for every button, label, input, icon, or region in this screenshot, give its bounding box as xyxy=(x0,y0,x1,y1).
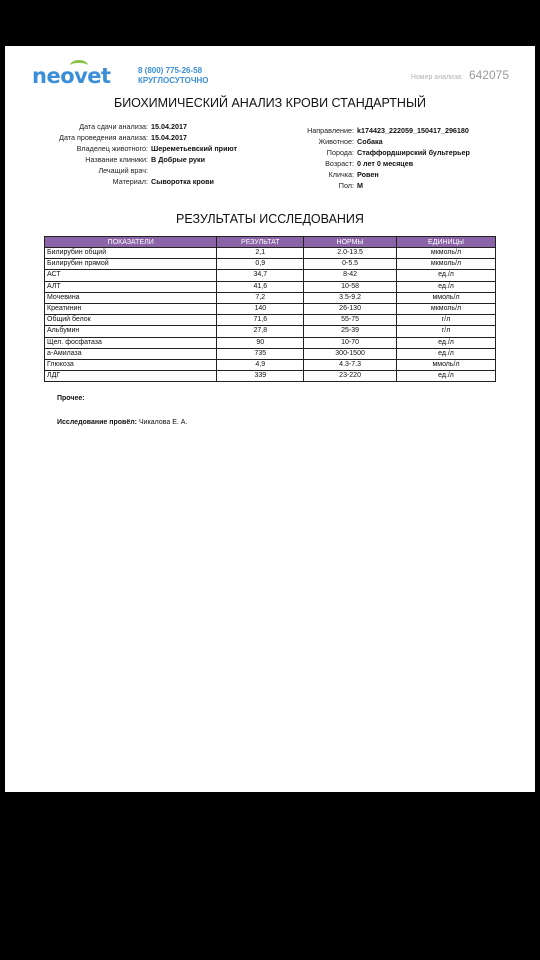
other-line xyxy=(57,395,85,402)
table-header-row xyxy=(45,237,496,248)
info-label: Дата проведения анализа: xyxy=(59,133,148,142)
table-row xyxy=(45,315,496,326)
analysis-number-label: Номер анализа: xyxy=(410,74,463,81)
unit-cell: ед./л xyxy=(397,371,496,382)
info-row xyxy=(261,159,531,168)
norm-cell: 300-1500 xyxy=(304,348,397,359)
parameter-cell: Общий белок xyxy=(45,315,217,326)
norm-cell: 0-5.5 xyxy=(304,259,397,270)
parameter-cell: АЛТ xyxy=(45,281,217,292)
norm-cell: 55-75 xyxy=(304,315,397,326)
parameter-cell: Мочевина xyxy=(45,292,217,303)
parameter-cell: а-Амилаза xyxy=(45,348,217,359)
table-row xyxy=(45,270,496,281)
info-value: М xyxy=(357,181,363,190)
analysis-number-block xyxy=(411,68,509,82)
info-row xyxy=(5,144,265,153)
table-row xyxy=(45,348,496,359)
unit-cell: ед./л xyxy=(397,348,496,359)
result-cell: 27,8 xyxy=(217,326,304,337)
performed-by: Чикалова Е. А. xyxy=(138,419,188,426)
parameter-cell: Щел. фосфатаза xyxy=(45,337,217,348)
norm-cell: 4.3-7.3 xyxy=(304,359,397,370)
info-row xyxy=(5,155,265,164)
norm-cell: 10-58 xyxy=(304,281,397,292)
info-value: 15.04.2017 xyxy=(151,122,187,131)
result-cell: 4,9 xyxy=(217,359,304,370)
unit-cell: ммоль/л xyxy=(397,359,496,370)
info-value: Собака xyxy=(357,137,383,146)
unit-cell: мкмоль/л xyxy=(397,303,496,314)
info-value: Сыворотка крови xyxy=(151,177,214,186)
results-table xyxy=(44,236,496,382)
header-cell: ПОКАЗАТЕЛИ xyxy=(45,237,217,248)
info-row xyxy=(5,166,265,175)
info-label: Название клиники: xyxy=(85,155,148,164)
info-row xyxy=(5,177,265,186)
parameter-cell: Альбумин xyxy=(45,326,217,337)
info-value: Стаффордширский бультерьер xyxy=(357,148,470,157)
phone-block xyxy=(138,66,208,86)
norm-cell: 10-70 xyxy=(304,337,397,348)
unit-cell: ммоль/л xyxy=(397,292,496,303)
phone-note: КРУГЛОСУТОЧНО xyxy=(138,76,209,85)
info-label: Лечащий врач: xyxy=(98,166,148,175)
unit-cell: ед./л xyxy=(397,281,496,292)
info-right-block xyxy=(261,126,531,192)
norm-cell: 23-220 xyxy=(304,371,397,382)
table-row xyxy=(45,371,496,382)
parameter-cell: Билирубин прямой xyxy=(45,259,217,270)
norm-cell: 25-39 xyxy=(304,326,397,337)
other-label: Прочее: xyxy=(57,395,85,402)
parameter-cell: АСТ xyxy=(45,270,217,281)
info-label: Кличка: xyxy=(328,170,354,179)
info-row xyxy=(261,181,531,190)
header-cell: НОРМЫ xyxy=(304,237,397,248)
unit-cell: ед./л xyxy=(397,337,496,348)
table-row xyxy=(45,259,496,270)
phone-number[interactable]: 8 (800) 775-26-58 xyxy=(138,66,203,75)
info-left-block xyxy=(5,122,265,188)
unit-cell: г/л xyxy=(397,315,496,326)
document-page xyxy=(5,46,535,792)
info-label: Направление: xyxy=(307,126,354,135)
result-cell: 7,2 xyxy=(217,292,304,303)
document-title: БИОХИМИЧЕСКИЙ АНАЛИЗ КРОВИ СТАНДАРТНЫЙ xyxy=(113,96,427,110)
parameter-cell: Билирубин общий xyxy=(45,248,217,259)
info-row xyxy=(5,133,265,142)
info-row xyxy=(5,122,265,131)
info-row xyxy=(261,170,531,179)
performed-label: Исследование провёл: xyxy=(57,419,138,426)
info-value: 0 лет 0 месяцев xyxy=(357,159,414,168)
norm-cell: 26-130 xyxy=(304,303,397,314)
neovet-logo xyxy=(32,64,116,90)
table-row xyxy=(45,326,496,337)
norm-cell: 3.5-9.2 xyxy=(304,292,397,303)
table-row xyxy=(45,292,496,303)
info-label: Дата сдачи анализа: xyxy=(79,122,148,131)
performed-line xyxy=(57,419,187,426)
info-value xyxy=(151,166,265,175)
info-label: Возраст: xyxy=(325,159,354,168)
result-cell: 2,1 xyxy=(217,248,304,259)
table-row xyxy=(45,337,496,348)
info-row xyxy=(261,137,531,146)
norm-cell: 2.0-13.5 xyxy=(304,248,397,259)
info-value: Ровен xyxy=(357,170,379,179)
unit-cell: г/л xyxy=(397,326,496,337)
info-value: В Добрые руки xyxy=(151,155,206,164)
result-cell: 71,6 xyxy=(217,315,304,326)
info-row xyxy=(261,148,531,157)
table-row xyxy=(45,281,496,292)
info-value: k174423_222059_150417_296180 xyxy=(357,126,469,135)
table-row xyxy=(45,303,496,314)
info-value: 15.04.2017 xyxy=(151,133,187,142)
result-cell: 34,7 xyxy=(217,270,304,281)
table-row xyxy=(45,248,496,259)
info-label: Владелец животного: xyxy=(76,144,148,153)
header-cell: РЕЗУЛЬТАТ xyxy=(217,237,304,248)
result-cell: 41,6 xyxy=(217,281,304,292)
unit-cell: мкмоль/л xyxy=(397,259,496,270)
info-label: Порода: xyxy=(326,148,354,157)
info-value: Шереметьевский приют xyxy=(151,144,237,153)
result-cell: 735 xyxy=(217,348,304,359)
logo-text: neovet xyxy=(32,64,111,88)
analysis-number: 642075 xyxy=(468,68,509,82)
results-title: РЕЗУЛЬТАТЫ ИССЛЕДОВАНИЯ xyxy=(176,212,364,226)
result-cell: 140 xyxy=(217,303,304,314)
results-body xyxy=(45,248,496,382)
header-cell: ЕДИНИЦЫ xyxy=(397,237,496,248)
table-row xyxy=(45,359,496,370)
parameter-cell: Креатинин xyxy=(45,303,217,314)
unit-cell: мкмоль/л xyxy=(397,248,496,259)
unit-cell: ед./л xyxy=(397,270,496,281)
result-cell: 339 xyxy=(217,371,304,382)
norm-cell: 8-42 xyxy=(304,270,397,281)
result-cell: 90 xyxy=(217,337,304,348)
result-cell: 0,9 xyxy=(217,259,304,270)
info-row xyxy=(261,126,531,135)
info-label: Пол: xyxy=(338,181,354,190)
parameter-cell: Глюкоза xyxy=(45,359,217,370)
parameter-cell: ЛДГ xyxy=(45,371,217,382)
info-label: Животное: xyxy=(318,137,354,146)
info-label: Материал: xyxy=(112,177,148,186)
